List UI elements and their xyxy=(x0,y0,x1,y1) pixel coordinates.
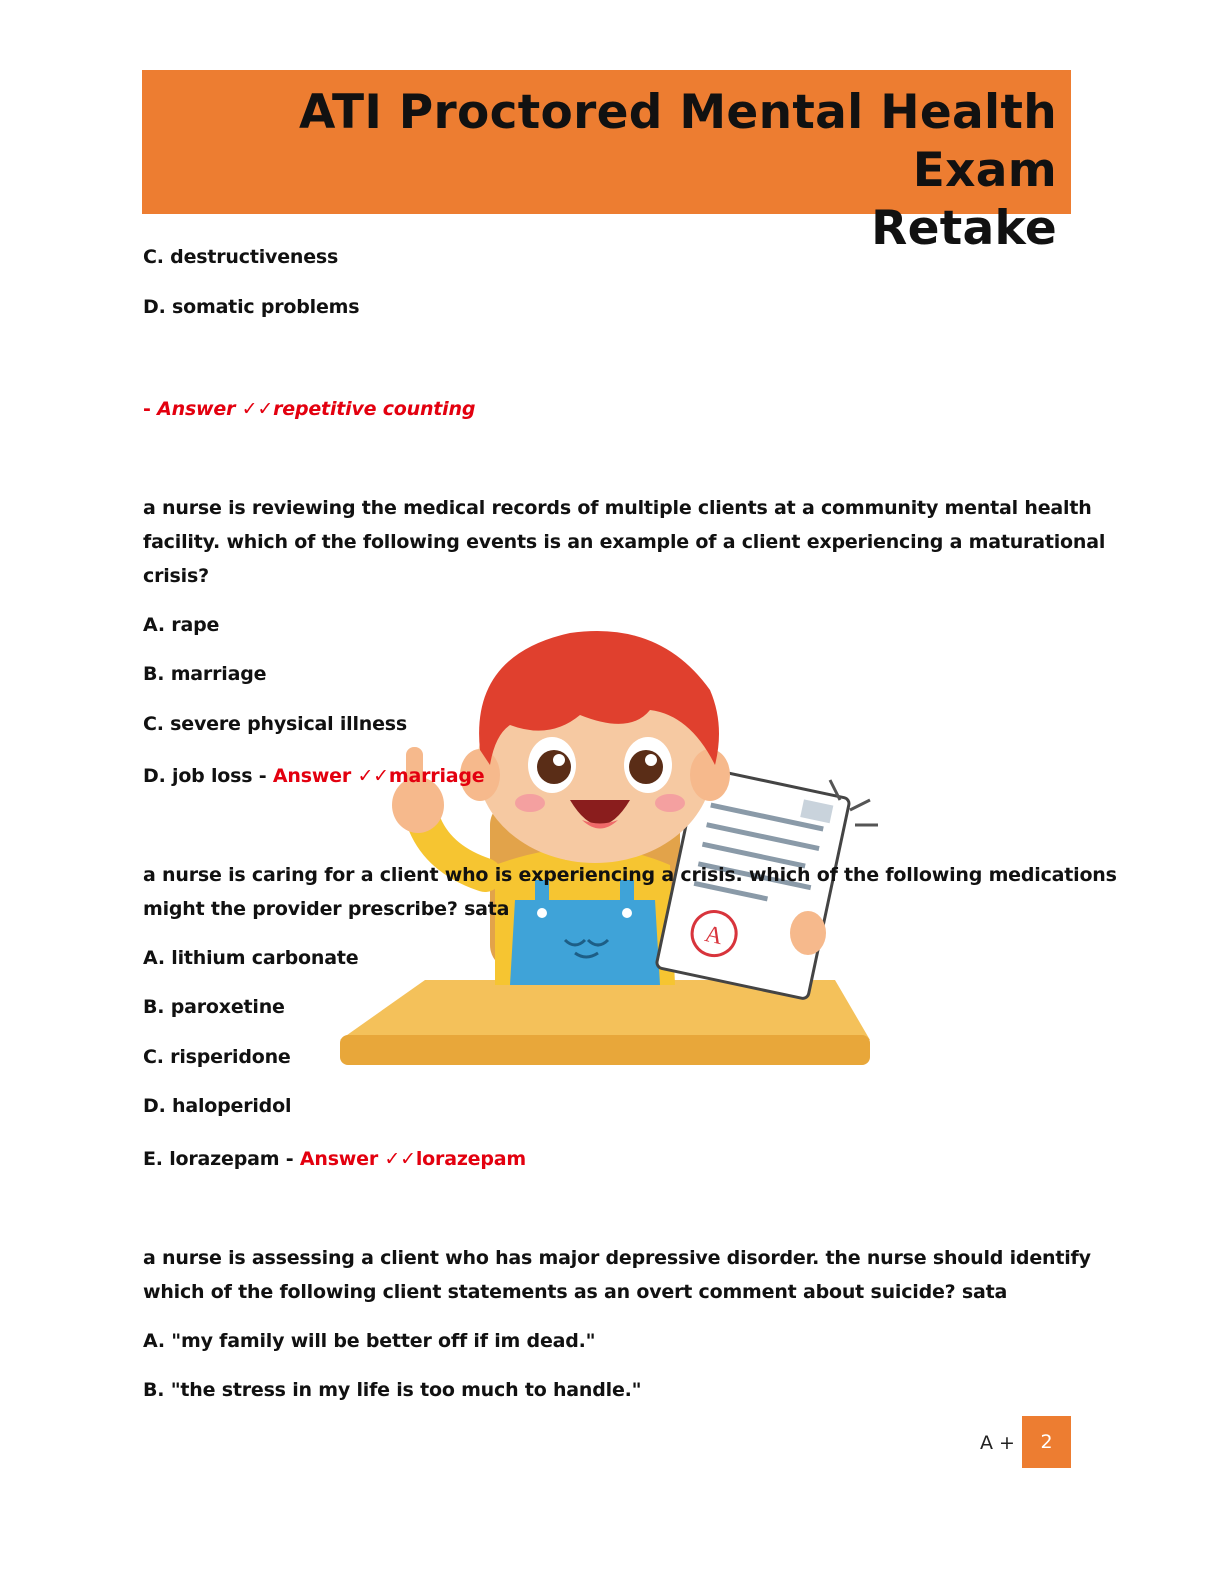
q3-option-b: B. "the stress in my life is too much to handle." xyxy=(143,1379,642,1401)
q2-option-a: A. lithium carbonate xyxy=(143,947,359,969)
q2-answer: Answer ✓✓lorazepam xyxy=(299,1148,526,1170)
q0-answer: Answer ✓✓repetitive counting xyxy=(157,398,476,420)
q2-option-b: B. paroxetine xyxy=(143,996,285,1018)
q0-option-c: C. destructiveness xyxy=(143,246,339,268)
q2-option-e: E. lorazepam - xyxy=(143,1148,300,1170)
q1-stem-line1: a nurse is reviewing the medical records of multiple clients at a community mental health xyxy=(143,497,1092,519)
header-banner xyxy=(142,70,1071,256)
document-title-line2: Retake xyxy=(871,201,1057,256)
q1-stem-line3: crisis? xyxy=(143,565,209,587)
q2-stem-line1: a nurse is caring for a client who is experiencing a crisis. which of the following medications xyxy=(143,864,1117,886)
q2-stem-line2: might the provider prescribe? sata xyxy=(143,898,510,920)
q2-option-e-line xyxy=(143,1148,526,1170)
q0-answer-prefix: - xyxy=(143,398,158,420)
q1-option-d: D. job loss - xyxy=(143,765,273,787)
document-title-line1: ATI Proctored Mental Health Exam xyxy=(298,85,1057,198)
q1-option-b: B. marriage xyxy=(143,663,267,685)
q2-option-d: D. haloperidol xyxy=(143,1095,292,1117)
grade-mark: A xyxy=(702,921,725,951)
q1-option-a: A. rape xyxy=(143,614,220,636)
q0-answer-line xyxy=(143,398,475,420)
q3-stem-line1: a nurse is assessing a client who has major depressive disorder. the nurse should identify xyxy=(143,1247,1091,1269)
q1-answer: Answer ✓✓marriage xyxy=(272,765,485,787)
q2-option-c: C. risperidone xyxy=(143,1046,291,1068)
q1-option-d-line xyxy=(143,765,484,787)
q0-option-d: D. somatic problems xyxy=(143,296,360,318)
q3-stem-line2: which of the following client statements as an overt comment about suicide? sata xyxy=(143,1281,1008,1303)
q1-stem-line2: facility. which of the following events is an example of a client experiencing a maturational xyxy=(143,531,1106,553)
page-number: 2 xyxy=(1022,1416,1071,1468)
q1-option-c: C. severe physical illness xyxy=(143,713,408,735)
footer-grade-label: A + xyxy=(980,1432,1015,1454)
student-illustration xyxy=(330,615,890,1075)
q3-option-a: A. "my family will be better off if im dead." xyxy=(143,1330,596,1352)
